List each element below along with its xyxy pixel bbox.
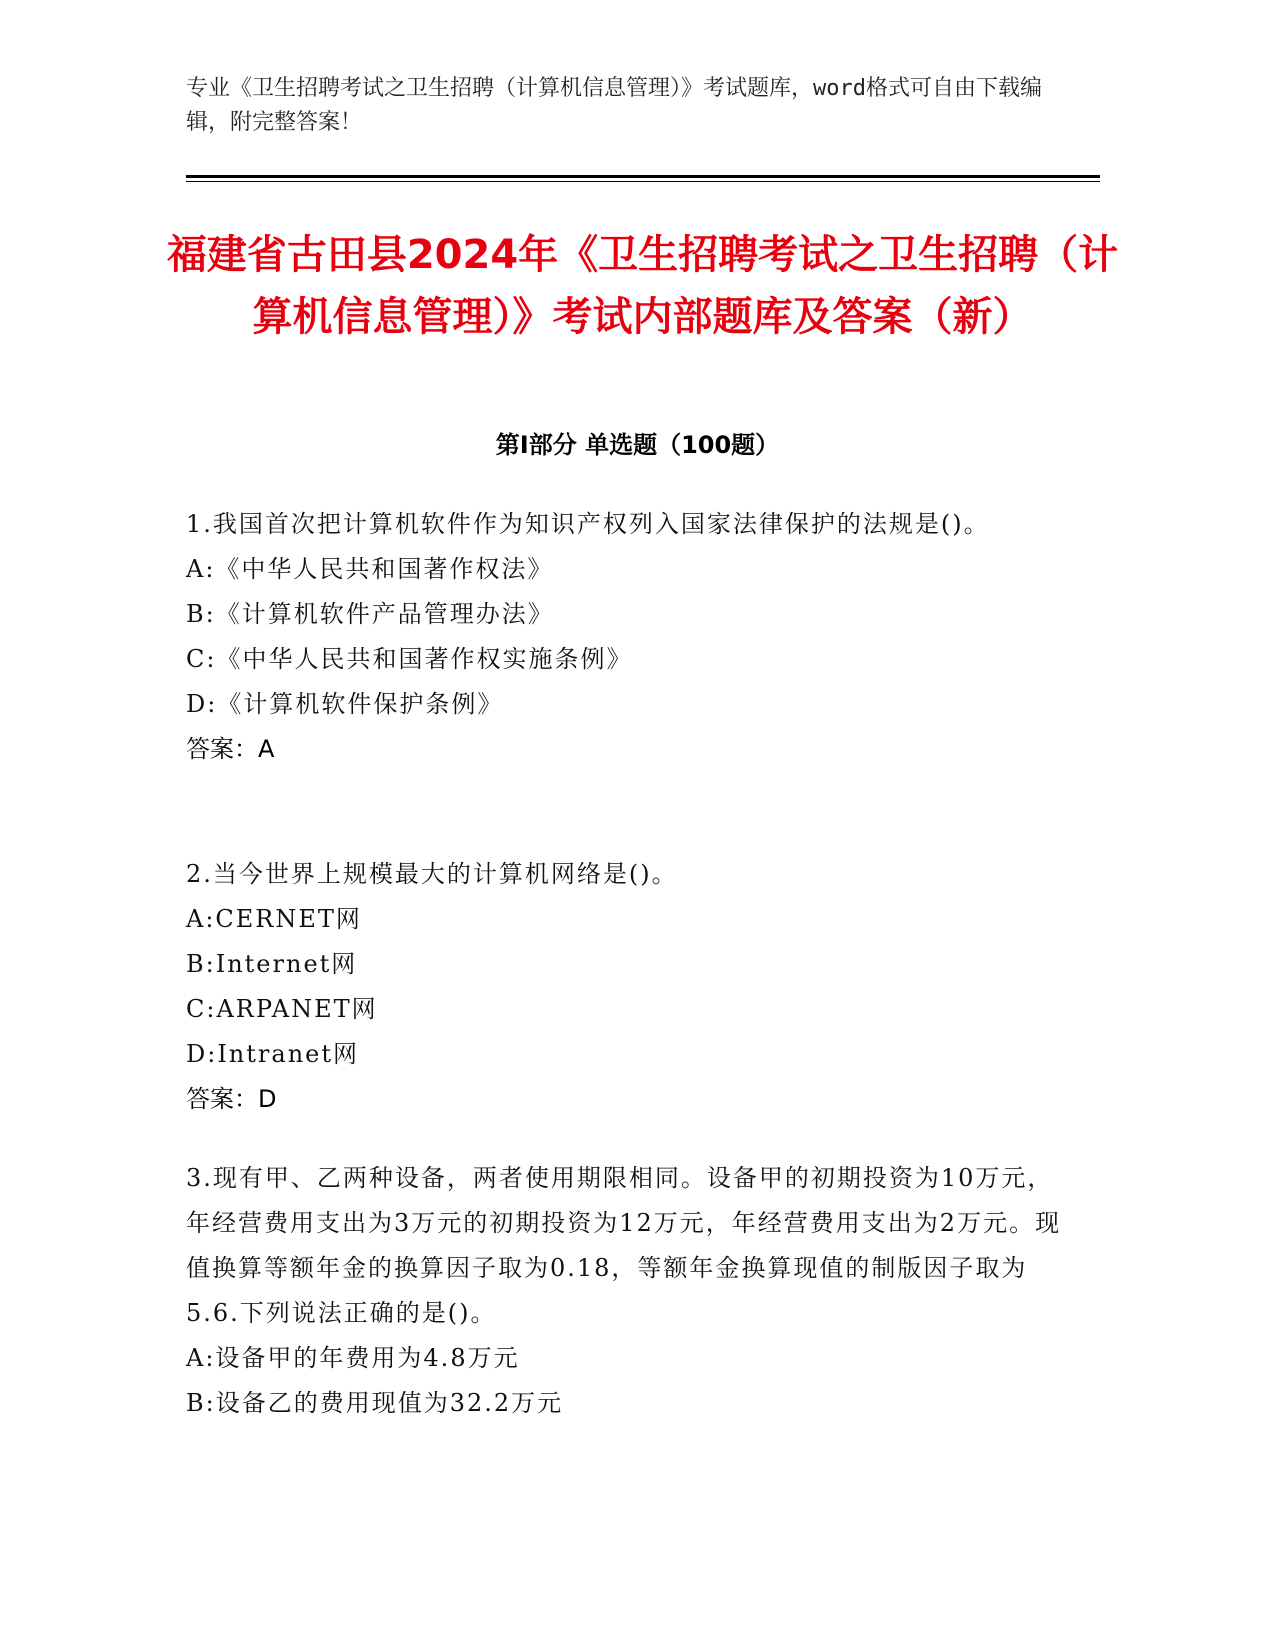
document-title: 福建省古田县2024年《卫生招聘考试之卫生招聘（计算机信息管理）》考试内部题库及答案（新） [166,232,1119,340]
option-c: C:《中华人民共和国著作权实施条例》 [186,645,633,673]
option-b: B:设备乙的费用现值为32.2万元 [186,1389,564,1417]
header-rule-thin [186,181,1100,182]
header-note: 专业《卫生招聘考试之卫生招聘（计算机信息管理）》考试题库，word格式可自由下载编辑，附完整答案！ [186,76,1042,135]
question-3 [186,1156,1066,1426]
answer: 答案：D [186,1085,277,1113]
answer: 答案：A [186,735,275,763]
question-text: 2.当今世界上规模最大的计算机网络是()。 [186,860,678,888]
option-d: D:Intranet网 [186,1040,359,1068]
header-rule-thick [186,175,1100,178]
option-d: D:《计算机软件保护条例》 [186,690,504,718]
question-1 [186,502,1066,772]
option-b: B:Internet网 [186,950,358,978]
option-c: C:ARPANET网 [186,995,378,1023]
question-2 [186,852,1066,1122]
option-a: A:设备甲的年费用为4.8万元 [186,1344,520,1372]
option-a: A:CERNET网 [186,905,362,933]
section-title: 第I部分 单选题（100题） [495,431,780,459]
question-text: 3.现有甲、乙两种设备，两者使用期限相同。设备甲的初期投资为10万元，年经营费用支出为3万元的初期投资为12万元，年经营费用支出为2万元。现值换算等额年金的换算因子取为0.18，等额年金换算现值的制版因子取为5.6.下列说法正确的是()。 [186,1164,1062,1327]
option-a: A:《中华人民共和国著作权法》 [186,555,554,583]
option-b: B:《计算机软件产品管理办法》 [186,600,554,628]
question-text: 1.我国首次把计算机软件作为知识产权列入国家法律保护的法规是()。 [186,510,990,538]
